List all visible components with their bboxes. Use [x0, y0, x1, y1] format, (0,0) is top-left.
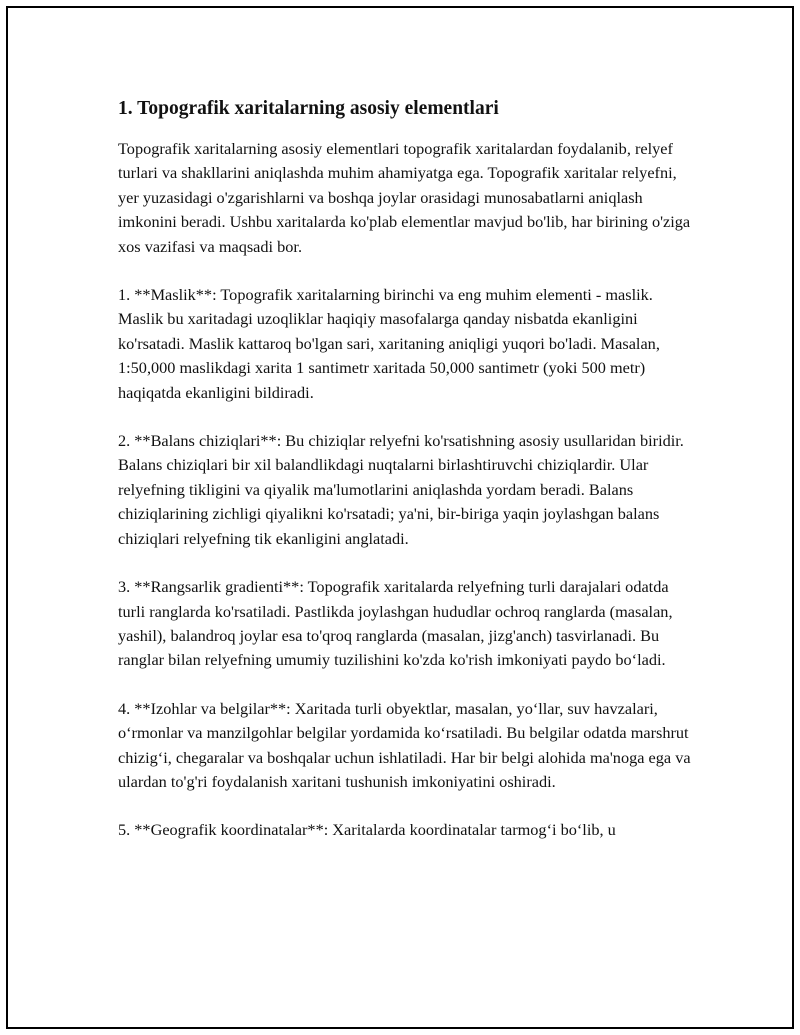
paragraph-balans-chiziqlari: 2. **Balans chiziqlari**: Bu chiziqlar relyefni ko'rsatishning asosiy usullaridan biridir. Balans chiziqlari bir xil balandlikdagi nuqtalarni birlashtiruvchi chiziqlardir. Ular relyefning tikligini va qiyalik ma'lumotlarini aniqlashda yordam beradi. Balans chiziqlarining zichligi qiyalikni ko'rsatadi; ya'ni, bir-biriga yaqin joylashgan balans chiziqlari relyefning tik ekanligini anglatadi. [118, 431, 684, 548]
paragraph-geografik-koordinatalar: 5. **Geografik koordinatalar**: Xaritalarda koordinatalar tarmog‘i bo‘lib, u [118, 820, 616, 840]
paragraph-izohlar-va-belgilar: 4. **Izohlar va belgilar**: Xaritada turli obyektlar, masalan, yo‘llar, suv havzalari, o‘rmonlar va manzilgohlar belgilar yordamida ko‘rsatiladi. Bu belgilar odatda marshrut chizig‘i, chegaralar va boshqalar uchun ishlatiladi. Har bir belgi alohida ma'noga ega va ulardan to'g'ri foydalanish xaritani tushunish imkoniyatini oshiradi. [118, 698, 691, 791]
document-body [118, 96, 698, 867]
intro-paragraph: Topografik xaritalarning asosiy elementlari topografik xaritalardan foydalanib, relyef turlari va shakllarini aniqlashda muhim ahamiyatga ega. Topografik xaritalar relyefni, yer yuzasidagi o'zgarishlarni va boshqa joylar orasidagi munosabatlarni aniqlash imkonini beradi. Ushbu xaritalarda ko'plab elementlar mavjud bo'lib, har birining o'ziga xos vazifasi va maqsadi bor. [118, 139, 691, 256]
paragraph-maslik: 1. **Maslik**: Topografik xaritalarning birinchi va eng muhim elementi - maslik. Maslik bu xaritadagi uzoqliklar haqiqiy masofalarga qanday nisbatda ekanligini ko'rsatadi. Maslik kattaroq bo'lgan sari, xaritaning aniqligi yuqori bo'ladi. Masalan, 1:50,000 maslikdagi xarita 1 santimetr xaritada 50,000 santimetr (yoki 500 metr) haqiqatda ekanligini bildiradi. [118, 285, 660, 402]
paragraph-rangsarlik-gradienti: 3. **Rangsarlik gradienti**: Topografik xaritalarda relyefning turli darajalari odatda turli ranglarda ko'rsatiladi. Pastlikda joylashgan hududlar ochroq ranglarda (masalan, yashil), balandroq joylar esa to'qroq ranglarda (masalan, jizg'anch) tasvirlanadi. Bu ranglar bilan relyefning umumiy tuzilishini ko'zda ko'rish imkoniyati paydo bo‘ladi. [118, 577, 673, 670]
section-heading: 1. Topografik xaritalarning asosiy elementlari [118, 98, 499, 119]
document-page [6, 6, 794, 1029]
